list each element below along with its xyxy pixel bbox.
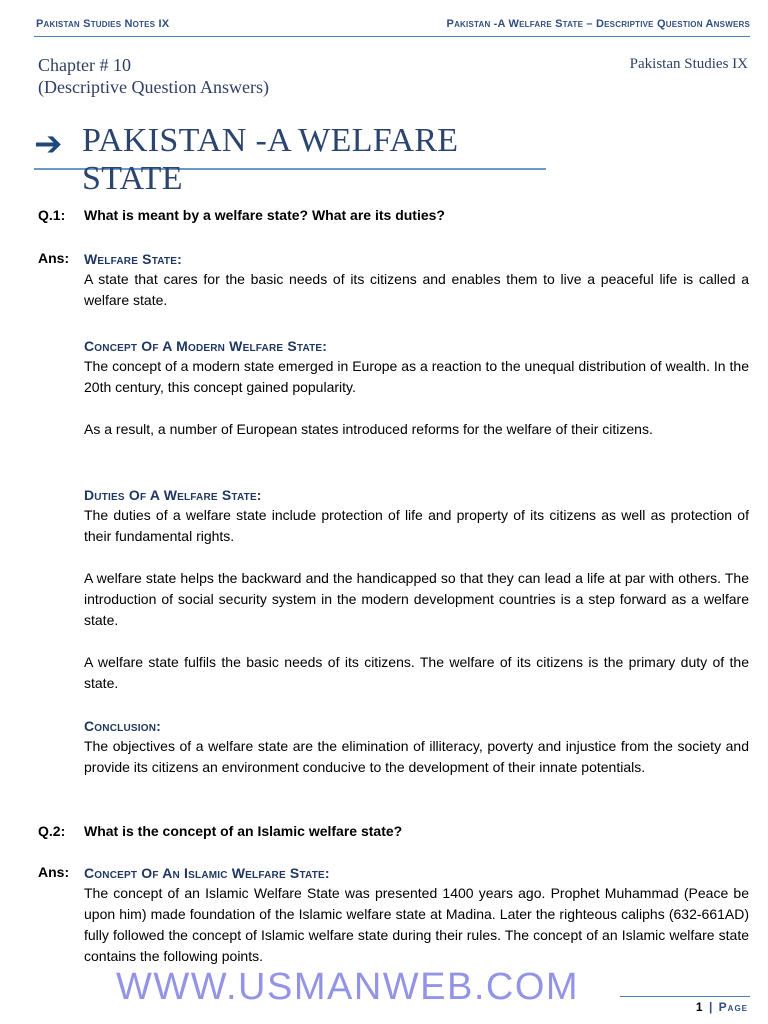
paragraph: The concept of an Islamic Welfare State was presented 1400 years ago. Prophet Muhammad (Peace be upon him) made foundation of the Islamic welfare state at Madina. Later the righteous caliphs (632-661AD) fully followed the concept of Islamic welfare state during their rules. The concept of an Islamic welfare state contains the following points. — [84, 885, 749, 964]
section-heading: Concept Of An Islamic Welfare State: — [84, 865, 330, 881]
title-text: PAKISTAN -A WELFARE STATE — [82, 122, 459, 197]
subject-label: Pakistan Studies IX — [629, 56, 748, 72]
answer-2-label: Ans: — [38, 864, 70, 880]
paragraph: A welfare state fulfils the basic needs of its citizens. The welfare of its citizens is the primary duty of the state. — [84, 654, 749, 691]
header-right-text: Pakistan -A Welfare State – Descriptive Question Answers — [446, 18, 750, 30]
page-title — [34, 118, 546, 197]
section-islamic-welfare-state — [84, 863, 749, 967]
page-label: Page — [718, 1000, 748, 1014]
watermark-text: WWW.USMANWEB.COM — [116, 966, 580, 1008]
section-heading: Concept Of A Modern Welfare State: — [84, 338, 328, 354]
paragraph: A state that cares for the basic needs of its citizens and enables them to live a peaceful life is called a welfare state. — [84, 271, 749, 308]
paragraph: A welfare state helps the backward and the handicapped so that they can lead a life at par with others. The introduction of social security system in the modern development countries is a step forward as a welfare state. — [84, 570, 749, 628]
running-header — [34, 14, 750, 37]
section-welfare-state — [84, 249, 749, 311]
question-1-text: What is meant by a welfare state? What are its duties? — [84, 207, 445, 223]
question-1-number: Q.1: — [38, 207, 66, 223]
header-left-text: Pakistan Studies Notes IX — [36, 18, 170, 30]
chapter-subtitle: (Descriptive Question Answers) — [38, 77, 269, 97]
paragraph: The duties of a welfare state include protection of life and property of its citizens as well as protection of their fundamental rights. — [84, 507, 749, 544]
answer-1-label: Ans: — [38, 250, 70, 266]
chapter-number: Chapter # 10 — [38, 55, 131, 75]
chapter-heading — [38, 54, 269, 98]
question-2-number: Q.2: — [38, 823, 66, 839]
paragraph: The concept of a modern state emerged in Europe as a reaction to the unequal distribution of wealth. In the 20th century, this concept gained popularity. — [84, 358, 749, 395]
page-footer — [620, 996, 750, 1019]
question-2-text: What is the concept of an Islamic welfare state? — [84, 823, 403, 839]
section-modern-welfare-state — [84, 336, 749, 440]
section-heading: Conclusion: — [84, 718, 161, 734]
paragraph: The objectives of a welfare state are the elimination of illiteracy, poverty and injustice from the society and provide its citizens an environment conducive to the development of their innate potentials. — [84, 738, 749, 775]
paragraph: As a result, a number of European states introduced reforms for the welfare of their citizens. — [84, 421, 653, 437]
right-arrow-icon: ➔ — [34, 124, 63, 164]
page-indicator — [696, 1000, 748, 1014]
page-number: 1 — [695, 1000, 703, 1014]
section-heading: Welfare State: — [84, 251, 182, 267]
section-heading: Duties Of A Welfare State: — [84, 487, 262, 503]
section-conclusion — [84, 716, 749, 778]
page-separator: | — [708, 1000, 713, 1014]
section-duties — [84, 485, 749, 694]
